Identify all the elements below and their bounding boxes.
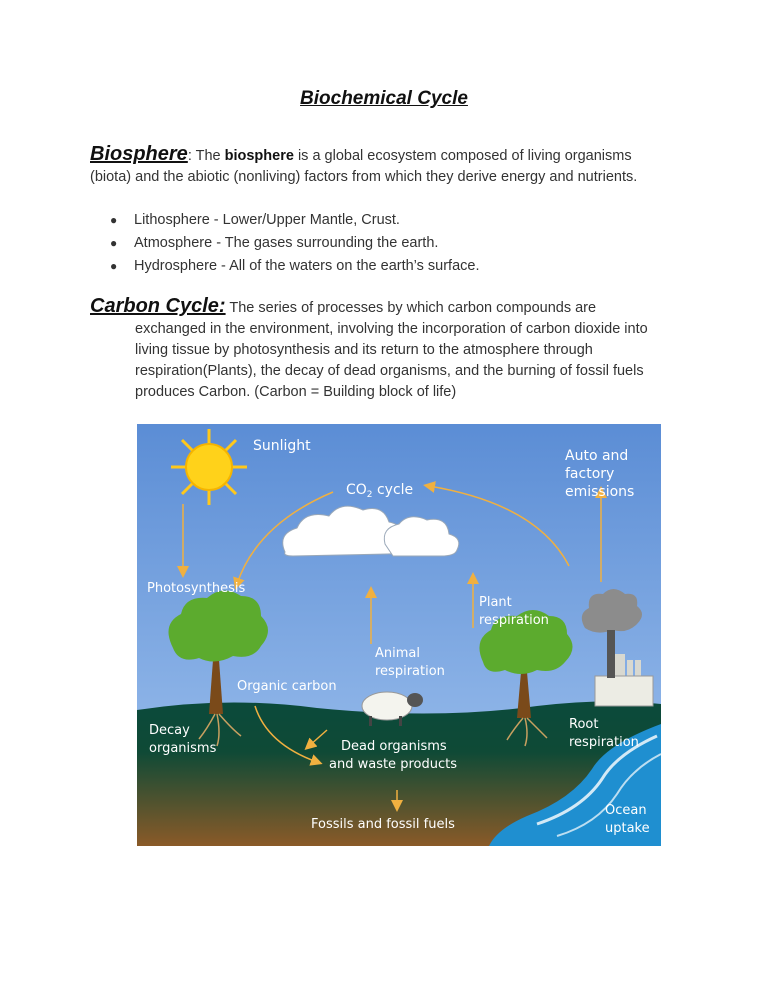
carbon-cycle-heading: Carbon Cycle:: [90, 295, 226, 317]
label-animal-line1: Animal: [375, 646, 420, 661]
carbon-line: living tissue by photosynthesis and its return to the atmosphere through: [135, 342, 593, 358]
biosphere-paragraph: [90, 144, 690, 188]
sun-icon: [171, 429, 247, 505]
list-item-text: Atmosphere - The gases surrounding the earth.: [134, 235, 439, 251]
carbon-cycle-paragraph: [90, 296, 690, 403]
carbon-line: produces Carbon. (Carbon = Building block of life): [135, 384, 457, 400]
label-ocean-line1: Ocean: [605, 803, 647, 818]
carbon-line: respiration(Plants), the decay of dead organisms, and the burning of fossil fuels: [135, 363, 644, 379]
biosphere-heading: Biosphere: [90, 143, 188, 165]
biosphere-line2: (biota) and the abiotic (nonliving) factors from which they derive energy and nutrients.: [90, 169, 638, 185]
label-plant-line1: Plant: [479, 595, 512, 610]
label-ocean-line2: uptake: [605, 821, 650, 836]
carbon-line1: The series of processes by which carbon compounds are: [225, 300, 597, 316]
label-decay-line2: organisms: [149, 741, 217, 756]
label-co2-cycle: $CO_2$ cycle: [346, 482, 414, 500]
sphere-list: [110, 209, 480, 278]
label-sunlight: Sunlight: [253, 438, 311, 454]
label-auto-line2: factory: [565, 466, 615, 482]
list-item: [110, 209, 480, 232]
label-root-line2: respiration: [569, 735, 639, 750]
label-dead-line2: and waste products: [329, 757, 457, 772]
label-auto-line1: Auto and: [565, 448, 629, 464]
list-item: [110, 255, 480, 278]
list-item: [110, 232, 480, 255]
label-fossils: Fossils and fossil fuels: [311, 817, 455, 832]
label-root-line1: Root: [569, 717, 599, 732]
list-item-text: Lithosphere - Lower/Upper Mantle, Crust.: [134, 212, 400, 228]
bullet-icon: ●: [110, 236, 118, 250]
biosphere-colon: : The: [187, 148, 225, 164]
label-organic-carbon: Organic carbon: [237, 679, 337, 694]
label-animal-line2: respiration: [375, 664, 445, 679]
carbon-cycle-diagram: [137, 424, 661, 846]
label-photosynthesis: Photosynthesis: [147, 581, 246, 596]
bullet-icon: ●: [110, 259, 118, 273]
label-plant-line2: respiration: [479, 613, 549, 628]
label-auto-line3: emissions: [565, 484, 635, 500]
carbon-line: exchanged in the environment, involving the incorporation of carbon dioxide into: [135, 321, 648, 337]
list-item-text: Hydrosphere - All of the waters on the earth’s surface.: [134, 258, 480, 274]
label-decay-line1: Decay: [149, 723, 190, 738]
biosphere-line1: is a global ecosystem composed of living organisms: [293, 148, 632, 164]
label-dead-line1: Dead organisms: [341, 739, 447, 754]
biosphere-term: biosphere: [224, 148, 294, 164]
bullet-icon: ●: [110, 213, 118, 227]
page-title: Biochemical Cycle: [300, 88, 468, 109]
